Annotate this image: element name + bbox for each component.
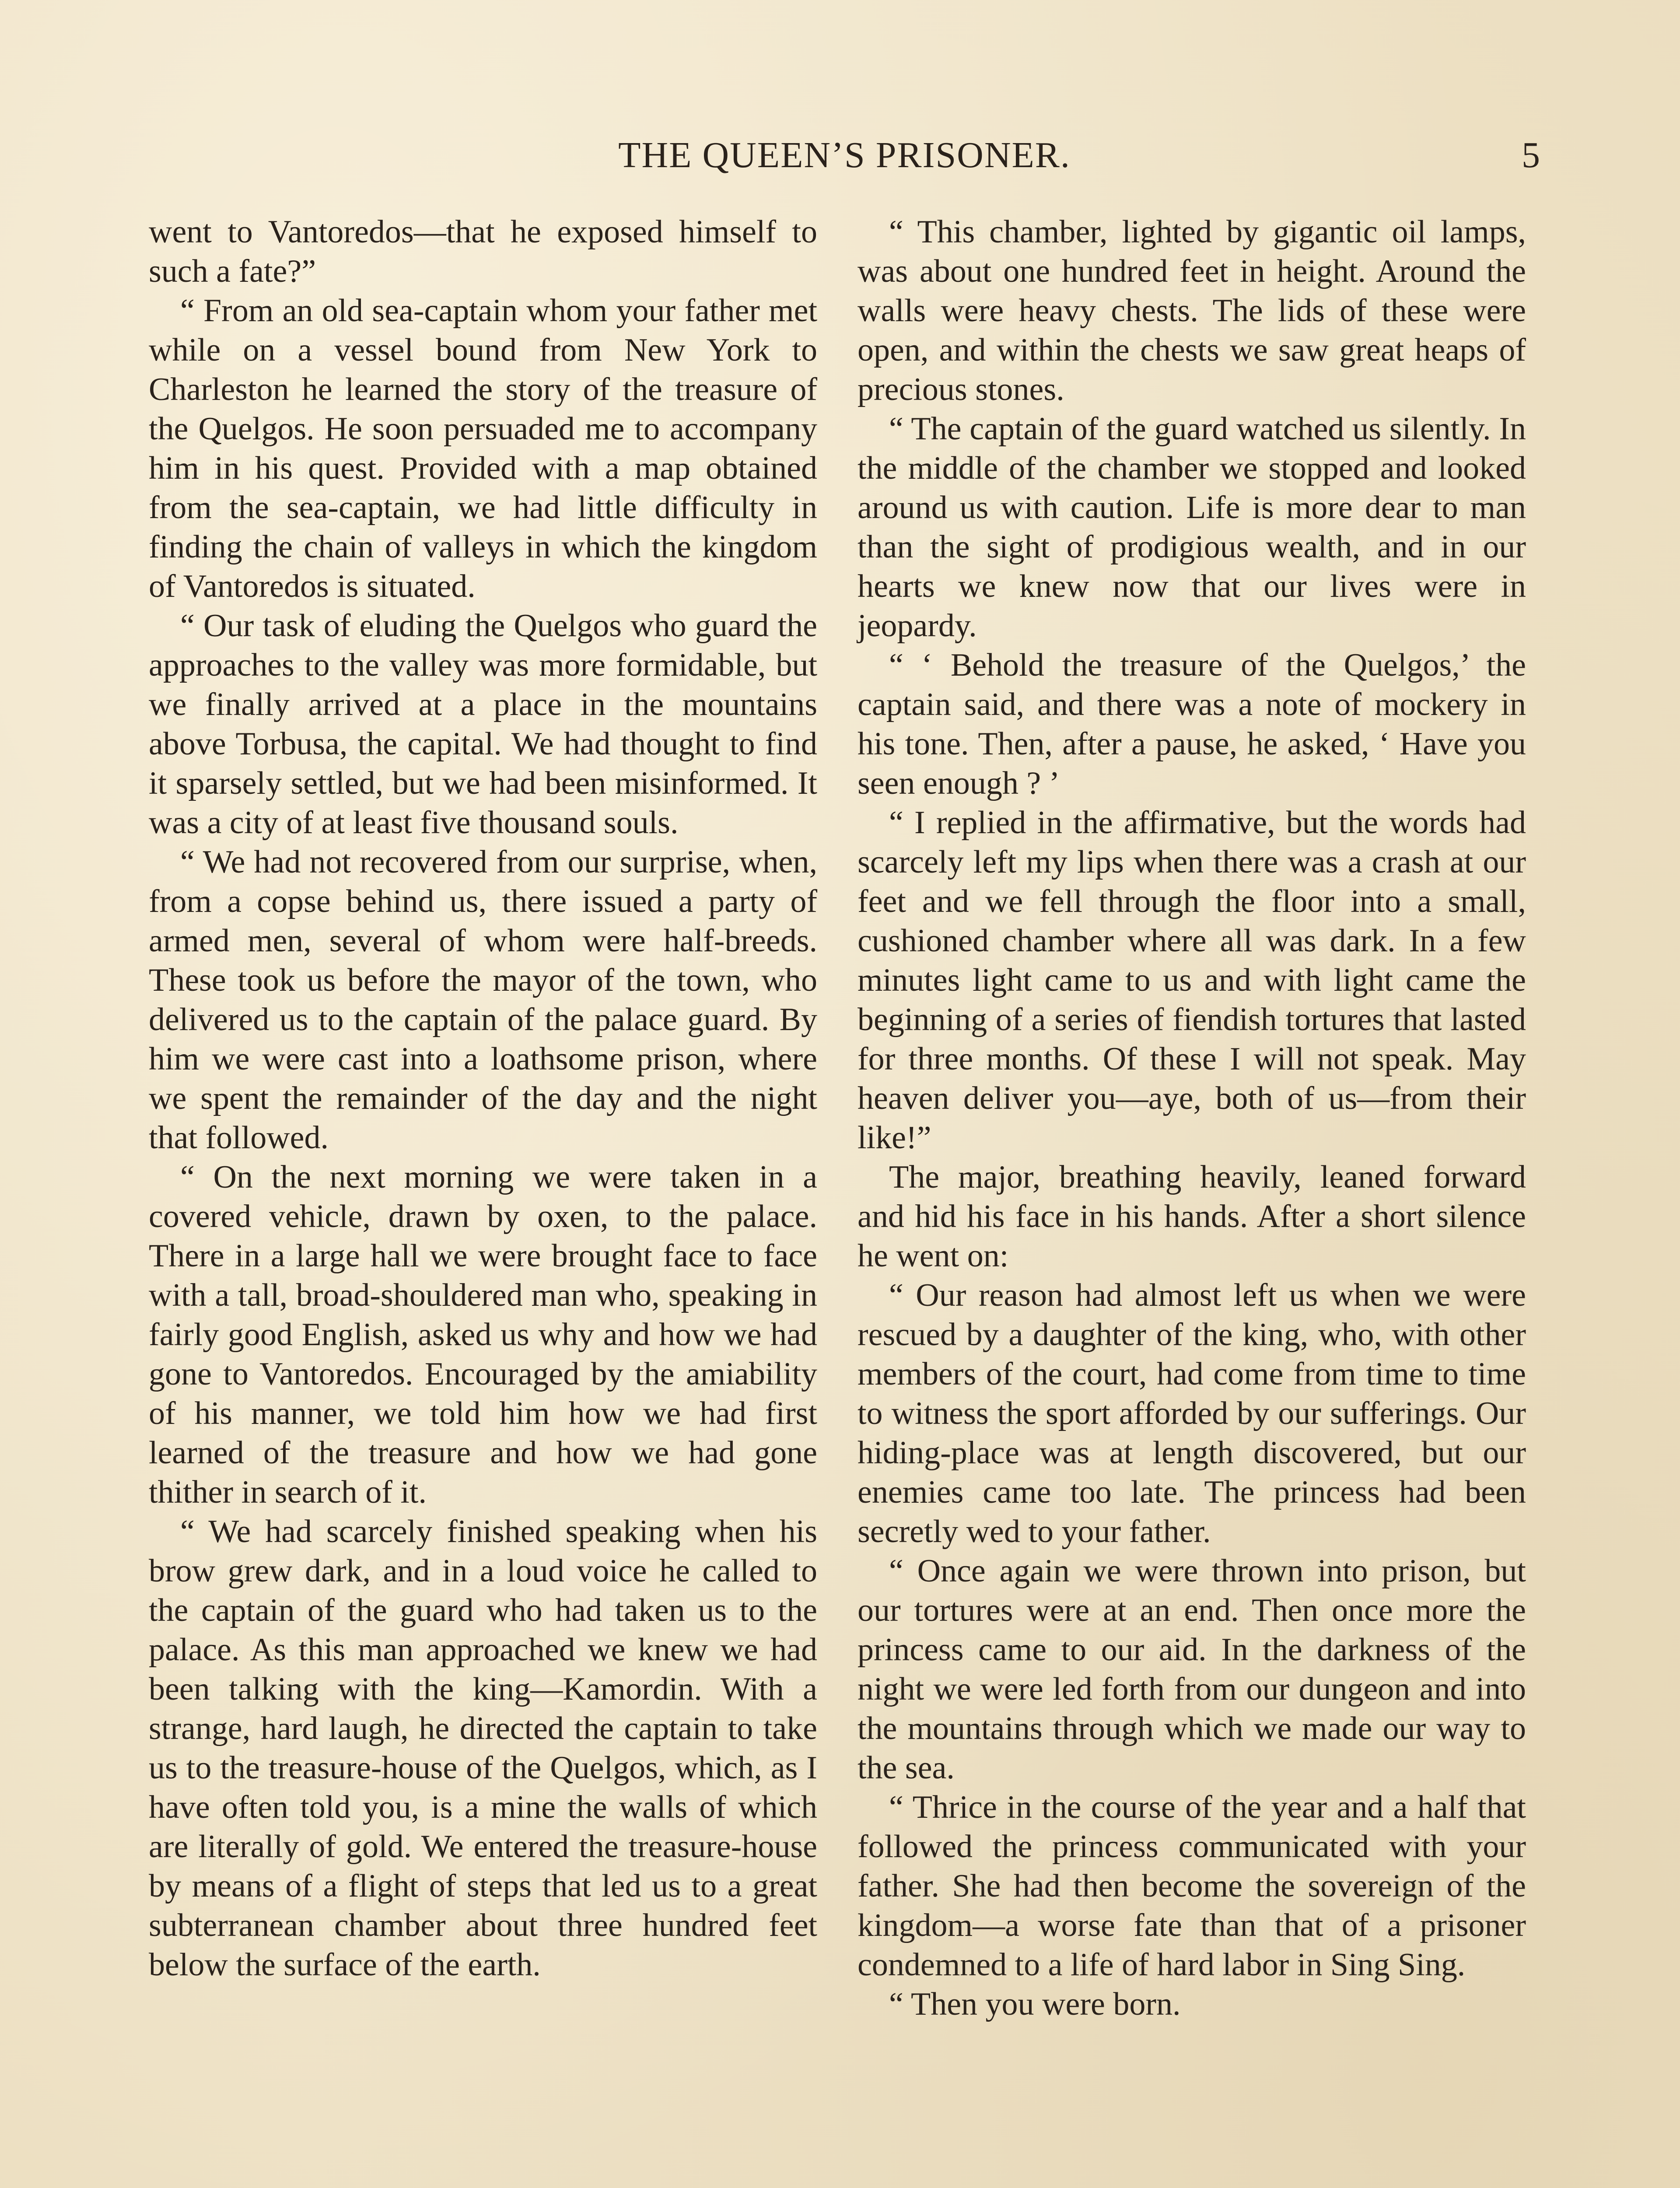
page-header <box>149 131 1540 179</box>
paragraph: “ Thrice in the course of the year and a half that followed the princess communicated with your father. She had then become the sovereign of the kingdom—a worse fate than that of a prisoner condemned to a life of hard labor in Sing Sing. <box>858 1789 1526 1983</box>
paragraph: “ Then you were born. <box>889 1986 1181 2022</box>
paragraph: went to Vantoredos—that he exposed himself to such a fate?” <box>149 214 817 289</box>
paragraph: “ We had not recovered from our surprise, when, from a copse behind us, there issued a party of armed men, several of whom were half-breeds. These took us before the mayor of the town, who delivered us to the captain of the palace guard. By him we were cast into a loathsome prison, where we spent the remainder of the day and the night that followed. <box>149 844 817 1156</box>
paragraph: “ Once again we were thrown into prison, but our tortures were at an end. Then once more the princess came to our aid. In the darkness of the night we were led forth from our dungeon and into the mountains through which we made our way to the sea. <box>858 1553 1526 1786</box>
paragraph: “ The captain of the guard watched us silently. In the middle of the chamber we stopped and looked around us with caution. Life is more dear to man than the sight of prodigious wealth, and in our hearts we knew now that our lives were in jeopardy. <box>858 411 1526 644</box>
running-title: THE QUEEN’S PRISONER. <box>618 135 1071 175</box>
paragraph: “ Our task of eluding the Quelgos who guard the approaches to the valley was more formidable, but we finally arrived at a place in the mountains above Torbusa, the capital. We had thought to find it sparsely settled, but we had been misinformed. It was a city of at least five thousand souls. <box>149 608 817 841</box>
paragraph: “ Our reason had almost left us when we were rescued by a daughter of the king, who, with other members of the court, had come from time to time to witness the sport afforded by our sufferings. Our hiding-place was at length discovered, but our enemies came too late. The princess had been secretly wed to your father. <box>858 1277 1526 1550</box>
paragraph: “ I replied in the affirmative, but the words had scarcely left my lips when there was a crash at our feet and we fell through the floor into a small, cushioned chamber where all was dark. In a few minutes light came to us and with light came the beginning of a series of fiendish tortures that lasted for three months. Of these I will not speak. May heaven deliver you—aye, both of us—from their like!” <box>858 805 1526 1156</box>
paragraph: “ We had scarcely finished speaking when his brow grew dark, and in a loud voice he called to the captain of the guard who had taken us to the palace. As this man approached we knew we had been talking with the king—Kamordin. With a strange, hard laugh, he directed the captain to take us to the treasure-house of the Quelgos, which, as I have often told you, is a mine the walls of which are literally of gold. We entered the treasure-house by means of a flight of steps that led us to a great subterranean chamber about three hundred feet below the surface of the earth. <box>149 1514 817 1983</box>
paragraph: “ On the next morning we were taken in a covered vehicle, drawn by oxen, to the palace. There in a large hall we were brought face to face with a tall, broad-shouldered man who, speaking in fairly good English, asked us why and how we had gone to Vantoredos. Encouraged by the amiability of his manner, we told him how we had first learned of the treasure and how we had gone thither in search of it. <box>149 1159 817 1510</box>
paragraph: “ From an old sea-captain whom your father met while on a vessel bound from New York to Charleston he learned the story of the treasure of the Quelgos. He soon persuaded me to accompany him in his quest. Provided with a map obtained from the sea-captain, we had little difficulty in finding the chain of valleys in which the kingdom of Vantoredos is situated. <box>149 293 817 604</box>
paragraph: “ ‘ Behold the treasure of the Quelgos,’ the captain said, and there was a note of mockery in his tone. Then, after a pause, he asked, ‘ Have you seen enough ? ’ <box>858 647 1526 801</box>
page-number: 5 <box>1522 135 1540 175</box>
left-column <box>149 212 817 1985</box>
right-column <box>858 212 1526 2024</box>
paragraph: “ This chamber, lighted by gigantic oil lamps, was about one hundred feet in height. Around the walls were heavy chests. The lids of these were open, and within the chests we saw great heaps of precious stones. <box>858 214 1526 407</box>
paragraph: The major, breathing heavily, leaned forward and hid his face in his hands. After a short silence he went on: <box>858 1159 1526 1274</box>
